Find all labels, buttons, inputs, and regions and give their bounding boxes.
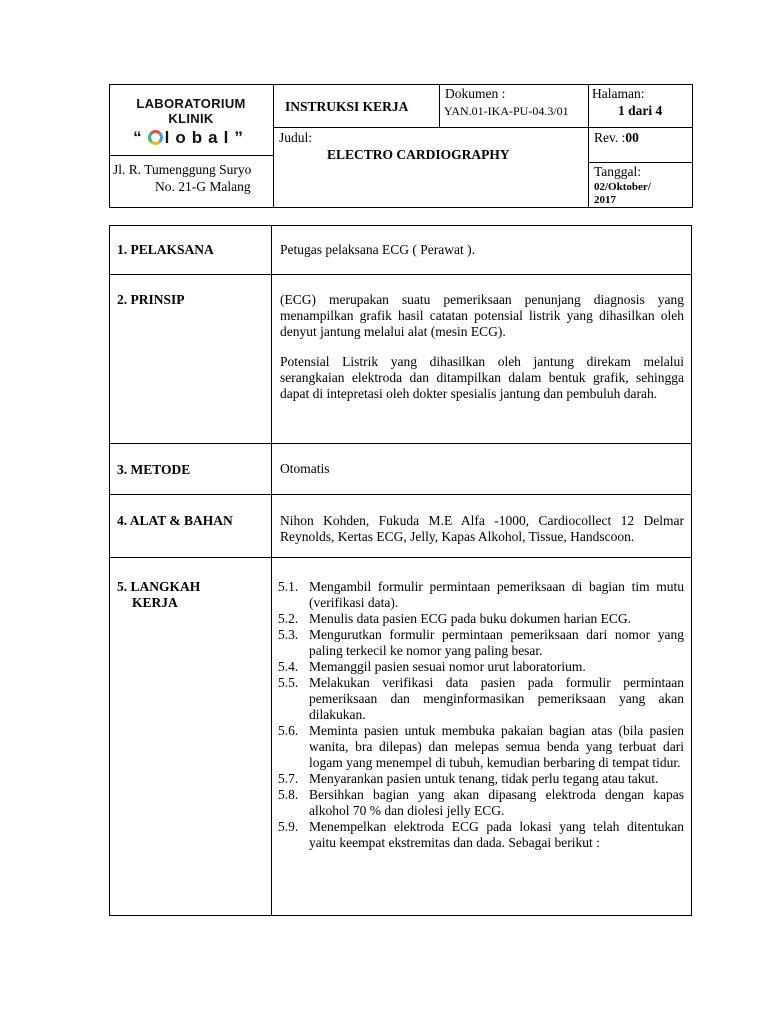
- step-text: Meminta pasien untuk membuka pakaian bagian atas (bila pasien wanita, bra dilepas) dan melepas semua benda yang terbuat dari logam yang menempel di tubuh, kemudian berbaring di tempat tidur.: [309, 723, 684, 770]
- rev-label: Rev. :: [594, 130, 626, 145]
- judul-value: ELECTRO CARDIOGRAPHY: [327, 147, 510, 162]
- tanggal-label: Tanggal:: [594, 164, 642, 179]
- step-number: 5.5.: [278, 675, 299, 690]
- address-line2: No. 21-G Malang: [155, 179, 251, 194]
- step-number: 5.9.: [278, 819, 299, 834]
- dokumen-label: Dokumen :: [445, 86, 506, 101]
- alat-label: 4. ALAT & BAHAN: [117, 513, 233, 528]
- doc-type: INSTRUKSI KERJA: [285, 99, 409, 114]
- g-logo-icon: [148, 130, 163, 145]
- dokumen-value: YAN.01-IKA-PU-04.3/01: [444, 104, 569, 118]
- metode-label: 3. METODE: [117, 462, 191, 477]
- halaman-label: Halaman:: [592, 86, 645, 101]
- step-text: Mengurutkan formulir permintaan pemeriksaan dari nomor yang paling terkecil ke nomor yang paling besar.: [309, 627, 684, 658]
- logo-close-quote: ”: [234, 128, 249, 147]
- step-text: Menyarankan pasien untuk tenang, tidak perlu tegang atau takut.: [309, 771, 659, 786]
- pelaksana-text: Petugas pelaksana ECG ( Perawat ).: [280, 242, 475, 257]
- pelaksana-label: 1. PELAKSANA: [117, 242, 214, 257]
- logo-word: lobal: [164, 128, 235, 147]
- langkah-label-line2: KERJA: [132, 595, 178, 610]
- judul-label: Judul:: [279, 130, 313, 145]
- logo-open-quote: “: [133, 128, 148, 147]
- prinsip-paragraph-1: (ECG) merupakan suatu pemeriksaan penunjang diagnosis yang menampilkan grafik hasil catatan potensial listrik yang dihasilkan oleh denyut jantung melalui alat (mesin ECG).: [280, 292, 684, 339]
- revision: [594, 130, 639, 146]
- step-number: 5.6.: [278, 723, 299, 738]
- step-text: Bersihkan bagian yang akan dipasang elektroda dengan kapas alkohol 70 % dan diolesi jelly ECG.: [309, 787, 684, 818]
- step-number: 5.2.: [278, 611, 299, 626]
- lab-logo: [112, 96, 270, 148]
- step-item: [278, 787, 684, 819]
- tanggal-value-line2: 2017: [594, 194, 616, 206]
- tanggal-value-line1: 02/Oktober/: [594, 181, 651, 193]
- step-item: [278, 771, 684, 787]
- step-item: [278, 611, 684, 627]
- prinsip-paragraph-2: Potensial Listrik yang dihasilkan oleh jantung direkam melalui serangkaian elektroda dan ditampilkan dalam bentuk grafik, sehingga dapat di intepretasi oleh dokter spesialis jantung dan pembuluh darah.: [280, 354, 684, 401]
- logo-brand: [112, 128, 270, 148]
- address: [113, 161, 273, 195]
- logo-title: LABORATORIUM KLINIK: [136, 96, 246, 126]
- langkah-label: [117, 579, 200, 611]
- step-number: 5.3.: [278, 627, 299, 642]
- prinsip-label: 2. PRINSIP: [117, 292, 185, 307]
- step-text: Melakukan verifikasi data pasien pada formulir permintaan pemeriksaan dan menginformasikan pemeriksaan yang akan dilakukan.: [309, 675, 684, 722]
- step-text: Menempelkan elektroda ECG pada lokasi yang telah ditentukan yaitu keempat ekstremitas dan dada. Sebagai berikut :: [309, 819, 684, 850]
- step-text: Menulis data pasien ECG pada buku dokumen harian ECG.: [309, 611, 632, 626]
- address-line1: Jl. R. Tumenggung Suryo: [113, 162, 252, 177]
- alat-text: Nihon Kohden, Fukuda M.E Alfa -1000, Cardiocollect 12 Delmar Reynolds, Kertas ECG, Jelly, Kapas Alkohol, Tissue, Handscoon.: [280, 513, 684, 544]
- halaman-value: 1 dari 4: [618, 103, 663, 118]
- metode-text: Otomatis: [280, 461, 330, 476]
- step-text: Mengambil formulir permintaan pemeriksaan di bagian tim mutu (verifikasi data).: [309, 579, 684, 610]
- step-item: [278, 723, 684, 771]
- prinsip-text: [280, 292, 684, 402]
- step-item: [278, 627, 684, 659]
- langkah-steps: [278, 579, 684, 851]
- step-number: 5.8.: [278, 787, 299, 802]
- rev-value: 00: [625, 130, 639, 145]
- step-number: 5.7.: [278, 771, 299, 786]
- step-item: [278, 579, 684, 611]
- langkah-label-line1: 5. LANGKAH: [117, 579, 201, 594]
- step-item: [278, 675, 684, 723]
- step-number: 5.4.: [278, 659, 299, 674]
- step-text: Memanggil pasien sesuai nomor urut laboratorium.: [309, 659, 586, 674]
- step-number: 5.1.: [278, 579, 299, 594]
- step-item: [278, 659, 684, 675]
- tanggal-value: [594, 181, 651, 207]
- step-item: [278, 819, 684, 851]
